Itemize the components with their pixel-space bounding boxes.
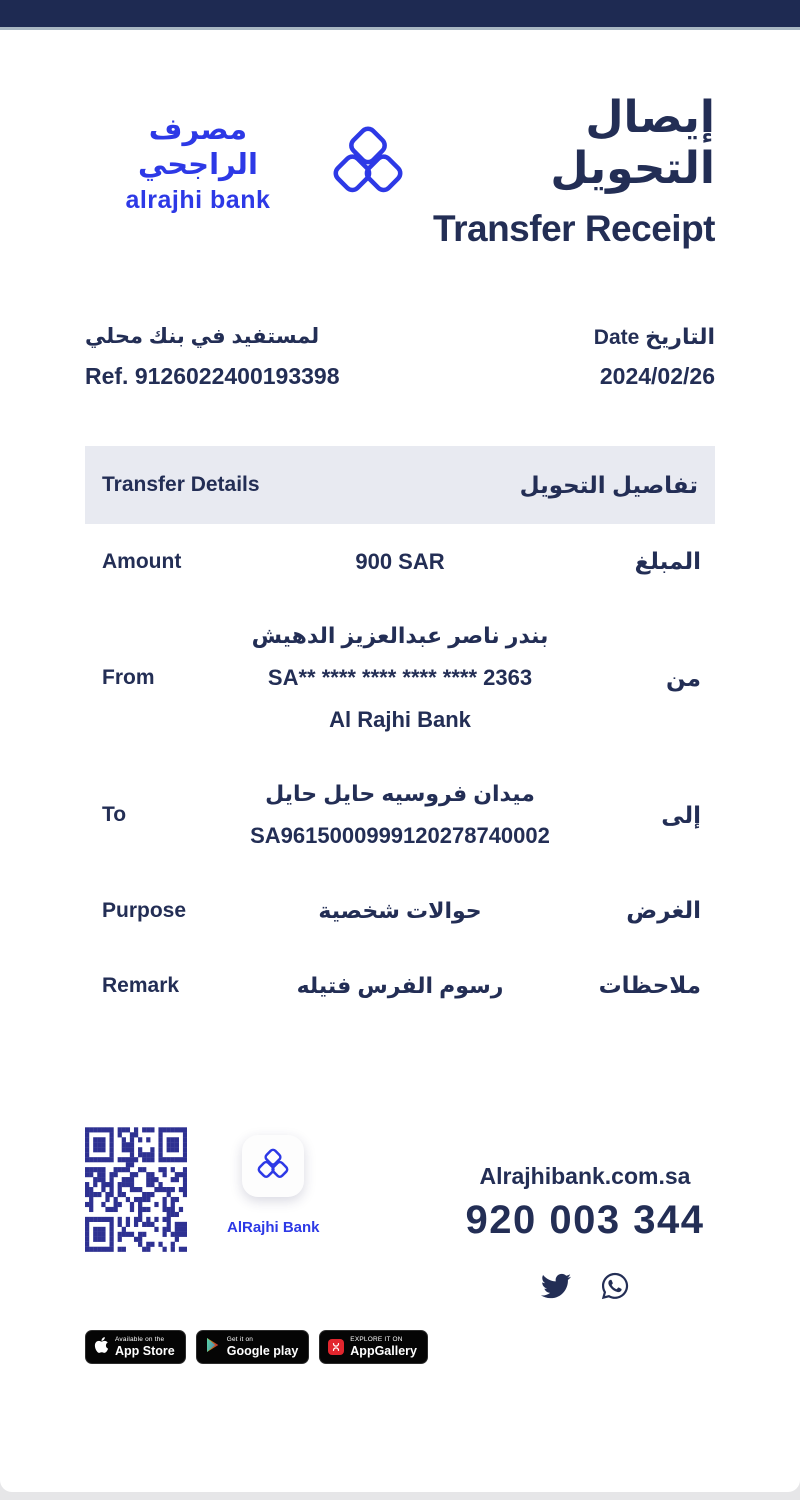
apple-icon (94, 1336, 109, 1359)
badge-top-text: EXPLORE IT ON (350, 1335, 403, 1343)
row-value (225, 623, 575, 733)
transfer-details-rows (85, 524, 715, 1023)
receipt-title (409, 86, 715, 250)
row-label-arabic: المبلغ (634, 548, 701, 574)
app-icon-card (242, 1135, 304, 1197)
row-label-english: From (102, 666, 155, 689)
date-label (594, 324, 715, 350)
whatsapp-icon[interactable] (600, 1271, 630, 1304)
row-value-line: Al Rajhi Bank (329, 707, 471, 732)
row-value (225, 973, 575, 999)
transfer-details-header (85, 446, 715, 524)
transfer-row (85, 524, 715, 599)
row-label-english: Remark (102, 973, 180, 997)
twitter-icon[interactable] (540, 1271, 572, 1304)
row-value-line: SA** **** **** **** **** 2363 (267, 665, 533, 690)
bank-logo (85, 86, 409, 241)
date-label-english: Date (593, 326, 640, 349)
row-value-line: حوالات شخصية (318, 897, 482, 923)
badge-google-play[interactable] (196, 1330, 310, 1364)
transfer-details-title-arabic: تفاصيل التحويل (519, 471, 698, 498)
badge-top-text: Get it on (226, 1335, 254, 1343)
reference-number: Ref. 9126022400193398 (85, 363, 340, 389)
header (85, 86, 715, 250)
row-value-line: بندر ناصر عبدالعزيز الدهيش (251, 623, 549, 648)
date-value: 2024/02/26 (599, 363, 715, 389)
store-badges (85, 1330, 800, 1364)
transfer-row (85, 948, 715, 1023)
receipt-title-arabic: إيصال التحويل (550, 93, 715, 193)
app-lockup (227, 1135, 320, 1304)
badge-app-store[interactable] (85, 1330, 186, 1364)
meta-section (85, 324, 715, 390)
badge-top-text: Available on the (115, 1335, 165, 1343)
row-label-arabic: من (666, 664, 701, 691)
row-label-english: Amount (102, 549, 182, 573)
row-value-line: ميدان فروسيه حايل حايل (265, 781, 535, 806)
top-navy-bar (0, 0, 800, 30)
receipt-title-english: Transfer Receipt (433, 208, 715, 249)
badge-app-gallery[interactable] (319, 1330, 428, 1364)
bank-wordmark-arabic: مصرف الراجحي (137, 114, 258, 181)
transfer-row (85, 599, 715, 757)
badge-bottom-text: AppGallery (350, 1344, 417, 1358)
date-label-arabic: التاريخ (645, 324, 715, 349)
app-name: AlRajhi Bank (227, 1219, 320, 1236)
qr-code (85, 1127, 187, 1252)
google-play-icon (205, 1336, 221, 1359)
bank-wordmark-english: alrajhi bank (125, 186, 271, 214)
row-value (225, 781, 575, 849)
badge-bottom-text: App Store (115, 1344, 175, 1358)
beneficiary-note: لمستفيد في بنك محلي (85, 325, 320, 348)
badge-bottom-text: Google play (226, 1344, 299, 1358)
row-label-arabic: ملاحظات (598, 972, 701, 998)
bank-emblem-icon (327, 86, 409, 241)
transfer-row (85, 873, 715, 948)
app-emblem-icon (255, 1143, 291, 1190)
app-gallery-icon (328, 1339, 344, 1355)
row-value (225, 549, 575, 575)
row-value-line: SA9615000999120278740002 (250, 823, 550, 848)
row-value (225, 898, 575, 924)
row-label-english: To (102, 803, 127, 826)
website-link[interactable]: Alrajhibank.com.sa (479, 1163, 691, 1189)
transfer-details-title-english: Transfer Details (102, 473, 260, 496)
row-value-line: 900 SAR (355, 548, 445, 574)
bank-wordmark (85, 112, 311, 215)
footer (85, 1127, 715, 1304)
row-label-arabic: الغرض (626, 897, 701, 923)
phone-number: 920 003 344 (465, 1198, 705, 1242)
row-label-arabic: إلى (661, 801, 701, 828)
social-icons (455, 1271, 715, 1304)
row-label-english: Purpose (102, 898, 187, 922)
transfer-row (85, 757, 715, 873)
row-value-line: رسوم الفرس فتيله (296, 972, 504, 998)
